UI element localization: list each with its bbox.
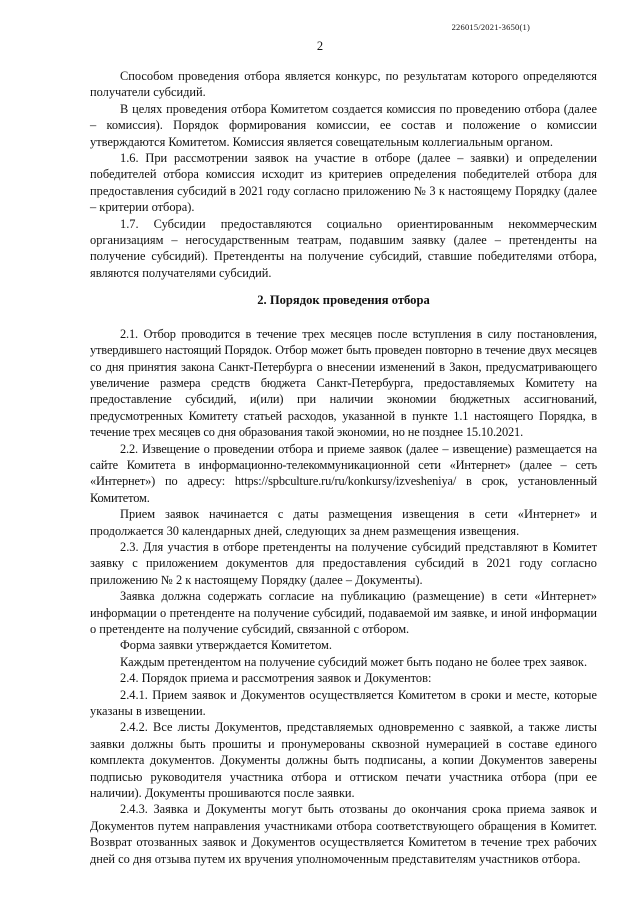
paragraph-2-4-2: 2.4.2. Все листы Документов, представляемых одновременно с заявкой, а также листы заявки должны быть прошиты и пронумерованы сквозной нумерацией в составе единого комплекта документов. Документы должны быть подписаны, а копии Документов заверены подписью руководителя участника отбора и оттиском печати участника отбора (при ее наличии). Документы прошиваются после заявки. bbox=[90, 720, 597, 801]
paragraph-2-4-3: 2.4.3. Заявка и Документы могут быть отозваны до окончания срока приема заявок и Документов путем направления участниками отбора соответствующего обращения в Комитет. Возврат отозванных заявок и Документов осуществляется Комитетом в течение трех рабочих дней со дня отзыва путем их вручения уполномоченным представителям участников отбора. bbox=[90, 802, 597, 866]
paragraph-2-1: 2.1. Отбор проводится в течение трех месяцев после вступления в силу постановления, утвердившего настоящий Порядок. Отбор может быть проведен повторно в течение двух месяцев со дня принятия закона Санкт-Петербурга о внесении изменений в Закон, предусматривающего увеличение размера средств бюджета Санкт-Петербурга, предоставляемых Комитету на предоставление субсидий, и(или) при наличии экономии бюджетных ассигнований, предусмотренных Комитету статьей расходов, указанной в пункте 1.1 настоящего Порядка, в течение трех месяцев со дня образования такой экономии, но не позднее 15.10.2021. bbox=[90, 326, 597, 440]
document-body bbox=[90, 68, 597, 867]
page-number: 2 bbox=[316, 39, 324, 53]
paragraph-selection-method: Способом проведения отбора является конкурс, по результатам которого определяются получатели субсидий. bbox=[90, 69, 597, 100]
paragraph-application-period: Прием заявок начинается с даты размещения извещения в сети «Интернет» и продолжается 30 календарных дней, следующих за днем размещения извещения. bbox=[90, 507, 597, 538]
paragraph-application-limit: Каждым претендентом на получение субсидий может быть подано не более трех заявок. bbox=[120, 654, 588, 669]
paragraph-1-6: 1.6. При рассмотрении заявок на участие в отборе (далее – заявки) и определении победителей отбора комиссия исходит из критериев определения победителей отбора для предоставления субсидий в 2021 году согласно приложению № 3 к настоящему Порядку (далее – критерии отбора). bbox=[90, 151, 597, 215]
paragraph-2-3: 2.3. Для участия в отборе претенденты на получение субсидий представляют в Комитет заявку с приложением документов для предоставления субсидий в 2021 году согласно приложению № 2 к настоящему Порядку (далее – Документы). bbox=[90, 539, 597, 587]
paragraph-2-4-1: 2.4.1. Прием заявок и Документов осуществляется Комитетом в сроки и месте, которые указаны в извещении. bbox=[90, 687, 597, 719]
paragraph-consent: Заявка должна содержать согласие на публикацию (размещение) в сети «Интернет» информации о претенденте на получение субсидий, подаваемой им заявке, и иной информации о претенденте на получение субсидий, связанной с отбором. bbox=[90, 589, 597, 636]
paragraph-2-2: 2.2. Извещение о проведении отбора и приеме заявок (далее – извещение) размещается на сайте Комитета в информационно-телекоммуникационной сети «Интернет» (далее – сеть «Интернет») по адресу: https://spbculture.ru/ru/konkursy/izvesheniya/ в срок, установленный Комитетом. bbox=[90, 441, 597, 505]
section-title: 2. Порядок проведения отбора bbox=[257, 293, 430, 308]
document-registration-number: 226015/2021-3650(1) bbox=[451, 22, 530, 32]
paragraph-1-7: 1.7. Субсидии предоставляются социально ориентированным некоммерческим организациям – негосударственным театрам, подавшим заявку (далее – претенденты на получение субсидий). Претенденты на получение субсидий, ставшие победителями отбора, являются получателями субсидий. bbox=[90, 216, 597, 280]
paragraph-2-4: 2.4. Порядок приема и рассмотрения заявок и Документов: bbox=[120, 671, 432, 686]
paragraph-form: Форма заявки утверждается Комитетом. bbox=[120, 638, 332, 653]
paragraph-commission: В целях проведения отбора Комитетом создается комиссия по проведению отбора (далее – комиссия). Порядок формирования комиссии, ее состав и положение о комиссии утверждаются Комитетом. Комиссия является совещательным коллегиальным органом. bbox=[90, 101, 597, 149]
